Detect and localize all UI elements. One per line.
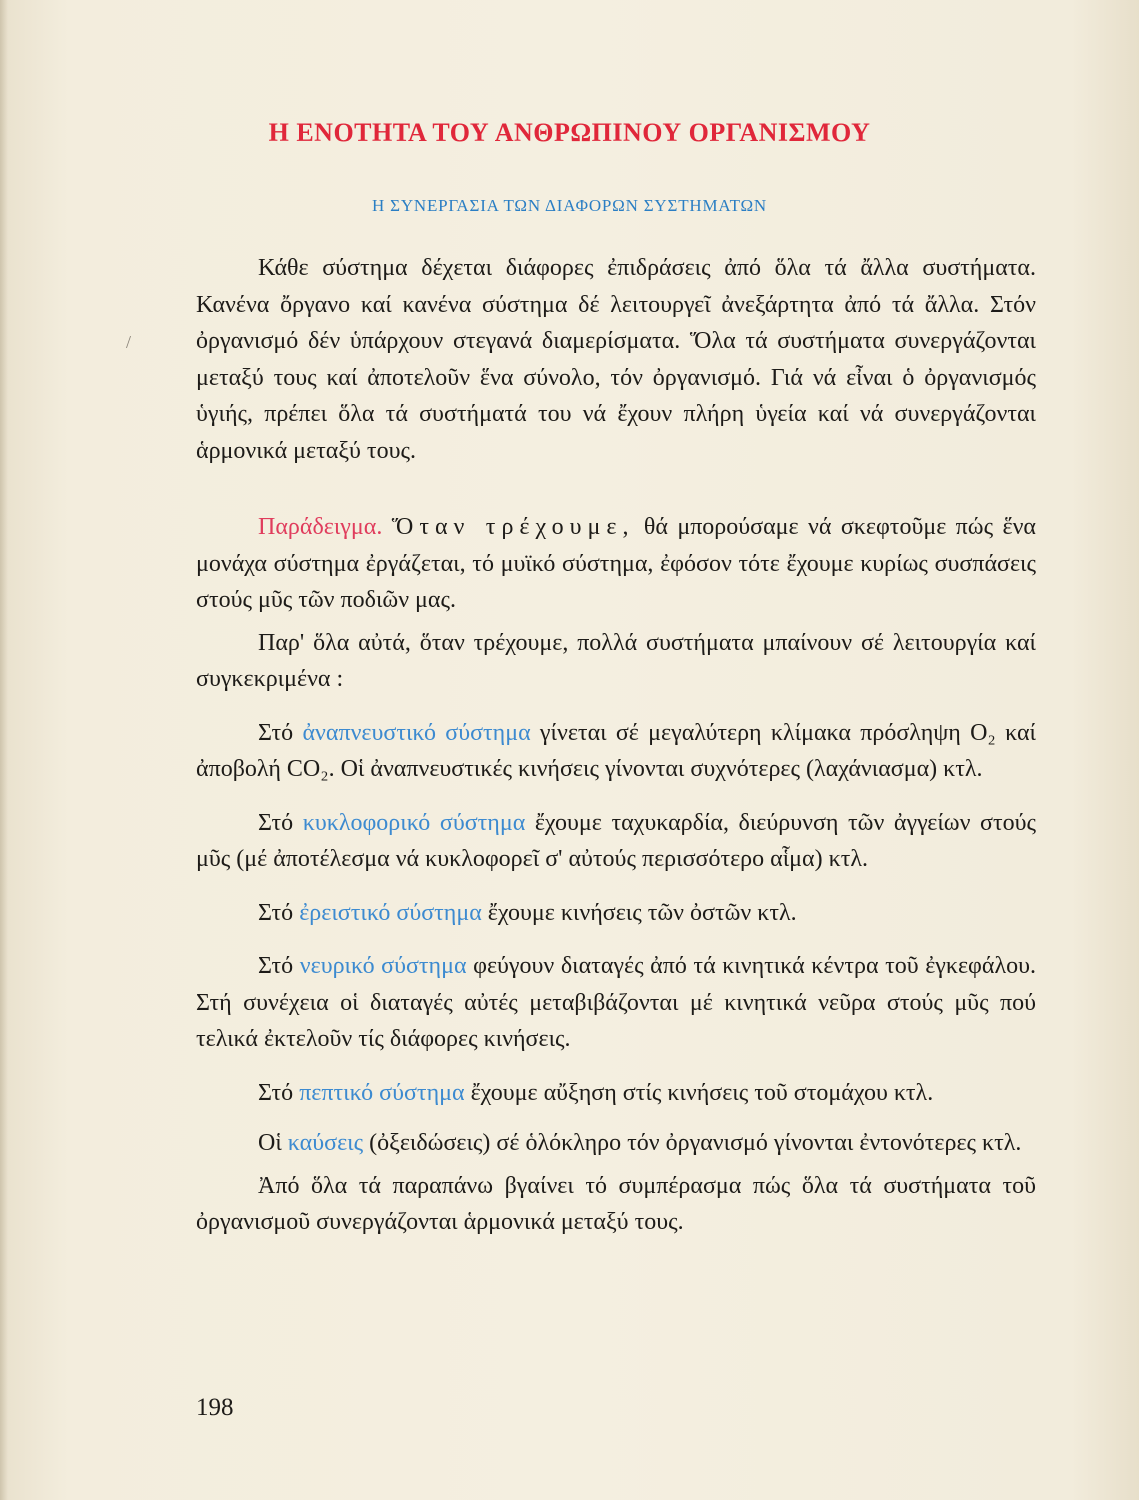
system-paragraph-digestive [196, 1075, 1036, 1112]
system-prefix: Στό [258, 809, 303, 836]
system-prefix: Στό [258, 1079, 300, 1106]
page-binding-shadow [0, 0, 8, 1500]
system-prefix: Στό [258, 953, 300, 979]
system-paragraph-respiratory [196, 715, 1036, 788]
system-text: γίνεται σέ μεγαλύτερη κλίμακα πρόσληψη O₂ καί ἀποβολή CO₂. Οἱ ἀναπνευστικές κινήσεις γίνονται συχνότερες (λαχάνιασμα) κτλ. [196, 719, 1036, 782]
system-term-respiratory: ἀναπνευστικό σύστημα [302, 719, 531, 746]
combustion-term: καύσεις [287, 1130, 364, 1156]
system-term-nervous: νευρικό σύστημα [299, 953, 467, 979]
combustion-paragraph [196, 1125, 1036, 1162]
system-paragraph-skeletal [196, 895, 1036, 932]
lead-paragraph: Παρ' ὅλα αὐτά, ὅταν τρέχουμε, πολλά συστήματα μπαίνουν σέ λειτουργία καί συγκεκριμένα : [196, 629, 1036, 692]
system-text: (ὀξειδώσεις) σέ ὁλόκληρο τόν ὀργανισμό γίνονται ἐντονότερες κτλ. [363, 1130, 1022, 1156]
margin-pencil-mark: / [126, 332, 132, 352]
section-subtitle: Η ΣΥΝΕΡΓΑΣΙΑ ΤΩΝ ΔΙΑΦΟΡΩΝ ΣΥΣΤΗΜΑΤΩΝ [372, 196, 767, 215]
system-paragraph-circulatory [196, 805, 1036, 878]
system-prefix: Στό [258, 719, 303, 746]
system-term-circulatory: κυκλοφορικό σύστημα [302, 809, 526, 836]
example-paragraph [196, 509, 1036, 619]
system-text: ἔχουμε ταχυκαρδία, διεύρυνση τῶν ἀγγείων στούς μῦς (μέ ἀποτέλεσμα νά κυκλοφορεῖ σ' αὐτούς περισσότερο αἷμα) κτλ. [196, 809, 1036, 872]
intro-paragraph: Κάθε σύστημα δέχεται διάφορες ἐπιδράσεις ἀπό ὅλα τά ἄλλα συστήματα. Κανένα ὄργανο καί κανένα σύστημα δέ λειτουργεῖ ἀνεξάρτητα ἀπό τά ἄλλα. Στόν ὀργανισμό δέν ὑπάρχουν στεγανά διαμερίσματα. Ὅλα τά συστήματα συνεργάζονται μεταξύ τους καί ἀποτελοῦν ἕνα σύνολο, τόν ὀργανισμό. Γιά νά εἶναι ὁ ὀργανισμός ὑγιής, πρέπει ὅλα τά συστήματά του νά ἔχουν πλήρη ὑγεία καί νά συνεργάζονται ἁρμονικά μεταξύ τους. [196, 255, 1036, 464]
system-paragraph-nervous [196, 948, 1036, 1058]
system-term-digestive: πεπτικό σύστημα [299, 1079, 465, 1106]
chapter-title: Η ΕΝΟΤΗΤΑ ΤΟΥ ΑΝΘΡΩΠΙΝΟΥ ΟΡΓΑΝΙΣΜΟΥ [268, 118, 871, 147]
example-text: θά μπορούσαμε νά σκεφτοῦμε πώς ἕνα μονάχα σύστημα ἐργάζεται, τό μυϊκό σύστημα, ἐφόσον τότε ἔχουμε κυρίως συσπάσεις στούς μῦς τῶν ποδιῶν μας. [196, 514, 1036, 613]
system-text: φεύγουν διαταγές ἀπό τά κινητικά κέντρα τοῦ ἐγκεφάλου. Στή συνέχεια οἱ διαταγές αὐτές μεταβιβάζονται μέ κινητικά νεῦρα στούς μῦς πού τελικά ἐκτελοῦν τίς διάφορες κινήσεις. [196, 953, 1036, 1052]
system-text: ἔχουμε αὔξηση στίς κινήσεις τοῦ στομάχου κτλ. [464, 1079, 934, 1106]
system-prefix: Στό [258, 899, 300, 926]
body-text [196, 250, 1036, 1241]
example-spaced-phrase: Ὅταν τρέχουμε, [391, 514, 635, 540]
system-prefix: Οἱ [258, 1130, 288, 1156]
system-term-skeletal: ἐρειστικό σύστημα [299, 899, 482, 926]
example-label: Παράδειγμα. [258, 514, 383, 540]
conclusion-paragraph: Ἀπό ὅλα τά παραπάνω βγαίνει τό συμπέρασμα πώς ὅλα τά συστήματα τοῦ ὀργανισμοῦ συνεργάζονται ἁρμονικά μεταξύ τους. [196, 1172, 1036, 1235]
page-number: 198 [196, 1394, 234, 1421]
system-text: ἔχουμε κινήσεις τῶν ὀστῶν κτλ. [481, 899, 797, 926]
